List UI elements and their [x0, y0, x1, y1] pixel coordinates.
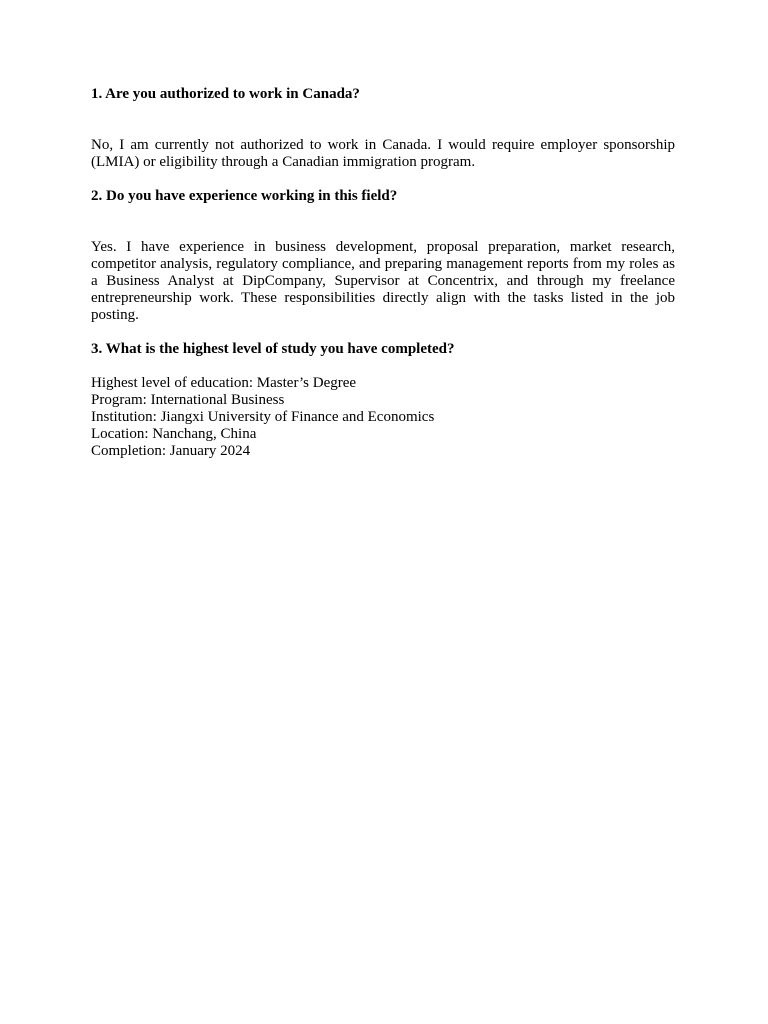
- answer-1-text: No, I am currently not authorized to work in Canada. I would require employer sponsorship (LMIA) or eligibility through a Canadian immigration program.: [91, 137, 675, 170]
- education-level-line: Highest level of education: Master’s Degree: [91, 375, 357, 391]
- question-2-heading: 2. Do you have experience working in this field?: [91, 188, 398, 204]
- location-line: Location: Nanchang, China: [91, 426, 257, 442]
- spacer: [91, 358, 675, 375]
- spacer: [91, 205, 675, 239]
- document-body: [91, 86, 675, 460]
- institution-line: Institution: Jiangxi University of Finance and Economics: [91, 409, 435, 425]
- spacer: [91, 324, 675, 341]
- spacer: [91, 103, 675, 137]
- program-line: Program: International Business: [91, 392, 285, 408]
- question-3-heading: 3. What is the highest level of study you have completed?: [91, 341, 455, 357]
- answer-3-block: [91, 375, 675, 460]
- question-1-heading: 1. Are you authorized to work in Canada?: [91, 86, 360, 102]
- spacer: [91, 171, 675, 188]
- completion-line: Completion: January 2024: [91, 443, 251, 459]
- answer-2-text: Yes. I have experience in business development, proposal preparation, market research, competitor analysis, regulatory compliance, and preparing management reports from my roles as a Business Analyst at DipCompany, Supervisor at Concentrix, and through my freelance entrepreneurship work. These responsibilities directly align with the tasks listed in the job posting.: [91, 239, 675, 323]
